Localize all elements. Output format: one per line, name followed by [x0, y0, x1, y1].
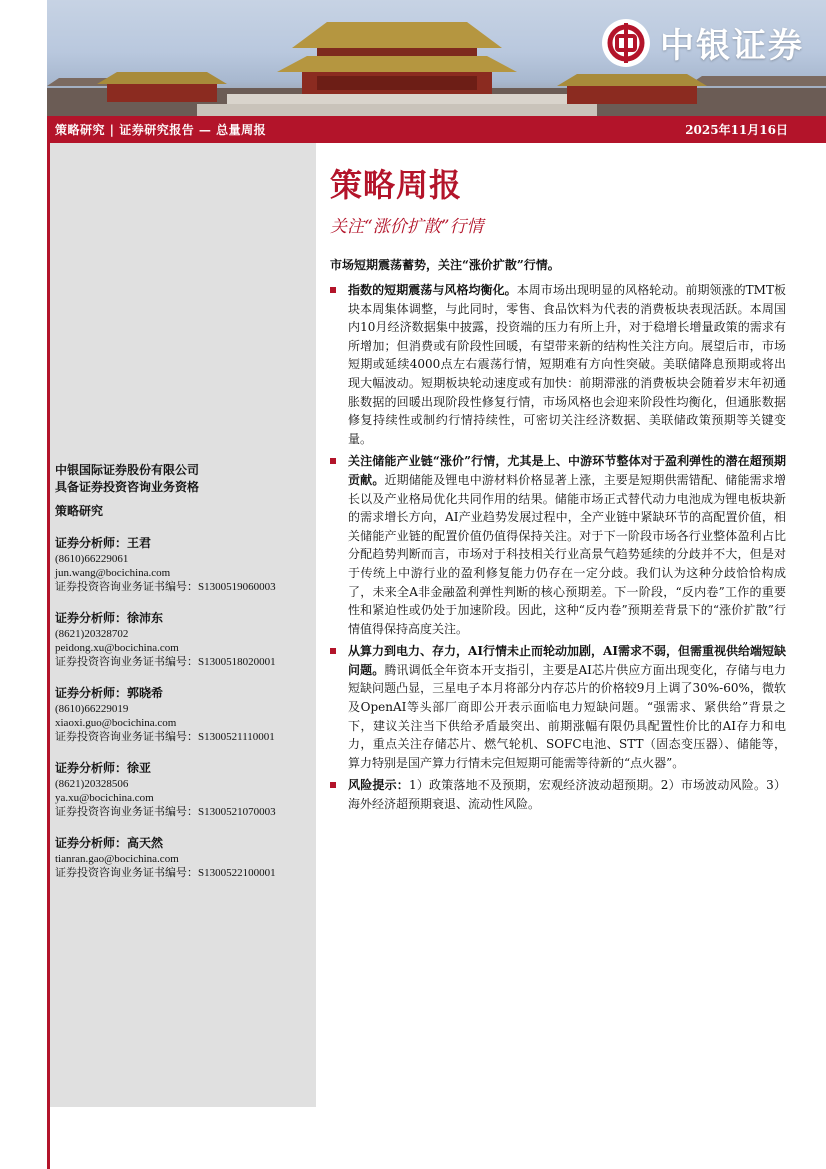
research-section: 策略研究 — [55, 504, 104, 518]
bullet-lead: 从算力到电力、存力，AI行情未止而轮动加剧，AI需求不弱，但需重视供给端短缺问题。 — [348, 644, 786, 677]
sidebar-info — [55, 462, 315, 880]
report-date: 2025年11月16日 — [685, 123, 788, 137]
bullet-square-icon — [330, 648, 336, 654]
analyst-card — [55, 834, 315, 880]
analyst-cert: 证券投资咨询业务证书编号：S1300521070003 — [55, 806, 276, 818]
analyst-email[interactable]: ya.xu@bocichina.com — [55, 792, 154, 804]
analyst-name: 证券分析师：王君 — [55, 536, 152, 550]
bank-of-china-logo-icon — [602, 19, 650, 67]
bullet-text: 1）政策落地不及预期，宏观经济波动超预期。2）市场波动风险。3）海外经济超预期衰退、流动性风险。 — [348, 778, 786, 812]
report-title: 策略周报 — [330, 166, 463, 204]
analyst-cert: 证券投资咨询业务证书编号：S1300522100001 — [55, 867, 276, 879]
key-points-list — [330, 281, 786, 818]
analyst-card — [55, 684, 315, 744]
analyst-email[interactable]: tianran.gao@bocichina.com — [55, 853, 179, 865]
bullet-square-icon — [330, 458, 336, 464]
list-item — [330, 776, 786, 813]
analyst-card — [55, 534, 315, 594]
analyst-email[interactable]: jun.wang@bocichina.com — [55, 567, 171, 579]
analyst-phone: (8621)20328702 — [55, 628, 129, 640]
list-item — [330, 452, 786, 638]
analyst-email[interactable]: xiaoxi.guo@bocichina.com — [55, 717, 177, 729]
analyst-cert: 证券投资咨询业务证书编号：S1300518020001 — [55, 656, 276, 668]
bullet-lead: 指数的短期震荡与风格均衡化。 — [348, 283, 517, 297]
analyst-name: 证券分析师：徐沛东 — [55, 611, 164, 625]
report-summary: 市场短期震荡蓄势，关注“涨价扩散”行情。 — [330, 258, 560, 272]
bullet-lead: 关注储能产业链“涨价”行情，尤其是上、中游环节整体对于盈利弹性的潜在超预期贡献。 — [348, 454, 786, 487]
analyst-name: 证券分析师：郭晓希 — [55, 686, 164, 700]
analyst-cert: 证券投资咨询业务证书编号：S1300521110001 — [55, 731, 275, 743]
analyst-email[interactable]: peidong.xu@bocichina.com — [55, 642, 179, 654]
bullet-text: 腾讯调低全年资本开支指引，主要是AI芯片供应方面出现变化，存储与电力短缺问题凸显，三星电子本月将部分内存芯片的价格较9月上调了30%-60%，微软及OpenAI等头部厂商即公开表示面临电力短缺问题。“强需求、紧供给”背景之下，建议关注当下供给矛盾最突出、前期涨幅有限仍具配置性价比的AI存力和电力，重点关注存储芯片、燃气轮机、SOFC电池、STT（固态变压器）、储能等，算力特别是国产算力行情未完但短期可能需等待新的“点火器”。 — [348, 662, 786, 770]
analyst-name: 证券分析师：高天然 — [55, 836, 164, 850]
bullet-square-icon — [330, 782, 336, 788]
analyst-card — [55, 759, 315, 819]
qualification: 具备证券投资咨询业务资格 — [55, 480, 200, 494]
report-subtitle: 关注“涨价扩散”行情 — [330, 217, 484, 237]
header-banner-image — [47, 0, 826, 116]
bullet-text: 近期储能及锂电中游材料价格显著上涨，主要是短期供需错配、储能需求增长以及产业格局优化共同作用的结果。储能市场正式替代动力电池成为锂电板块新的需求增长方向，AI产业趋势发展过程中，全产业链中紧缺环节的高配置价值，相关储能产业链的配置价值仍值得保持关注。对于下一阶段市场各行业整体盈利占比分配趋势判断而言，市场对于科技相关行业高景气趋势延续的分歧并不大，但是对于传统上中游行业的盈利修复能力仍存在一定分歧。我们认为这种分歧恰恰构成了，未来全A非金融盈利弹性判断的核心预期差。下一阶段，“反内卷”工作的重要性和紧迫性或仍处于加速阶段。因此，这种“反内卷”预期差背景下的“涨价扩散”行情值得保持高度关注。 — [348, 472, 786, 636]
list-item — [330, 281, 786, 448]
analyst-cert: 证券投资咨询业务证书编号：S1300519060003 — [55, 581, 276, 593]
company-name: 中银国际证券股份有限公司 — [55, 463, 200, 477]
list-item — [330, 642, 786, 772]
bullet-square-icon — [330, 287, 336, 293]
bullet-text: 本周市场出现明显的风格轮动。前期领涨的TMT板块本周集体调整，与此同时，零售、食品饮料为代表的消费板块表现活跃。本周国内10月经济数据集中披露，投资端的压力有所上升，对于稳增长增量政策的需求有所增加；但消费或有阶段性回暖，有望带来新的结构性关注方向。展望后市，市场短期或延续4000点左右震荡行情，短期难有方向性突破。美联储降息预期或将出现大幅波动。短期板块轮动速度或有加快：前期滞涨的消费板块会随着岁末年初通胀数据的回暖出现阶段性修复行情，市场风格也会迎来阶段性均衡化，但通胀数据修复持续性或制约行情持续性，可密切关注经济数据、美联储政策预期等关键变量。 — [348, 283, 786, 446]
brand-name: 中银证券 — [660, 26, 804, 66]
breadcrumb: 策略研究 | 证券研究报告 — 总量周报 — [55, 123, 267, 137]
page-margin — [0, 0, 47, 1169]
analyst-phone: (8621)20328506 — [55, 778, 129, 790]
analyst-name: 证券分析师：徐亚 — [55, 761, 152, 775]
analyst-card — [55, 609, 315, 669]
brand-logo — [602, 18, 804, 67]
bullet-lead: 风险提示： — [348, 778, 409, 793]
analyst-phone: (8610)66229019 — [55, 703, 129, 715]
analyst-phone: (8610)66229061 — [55, 553, 129, 565]
